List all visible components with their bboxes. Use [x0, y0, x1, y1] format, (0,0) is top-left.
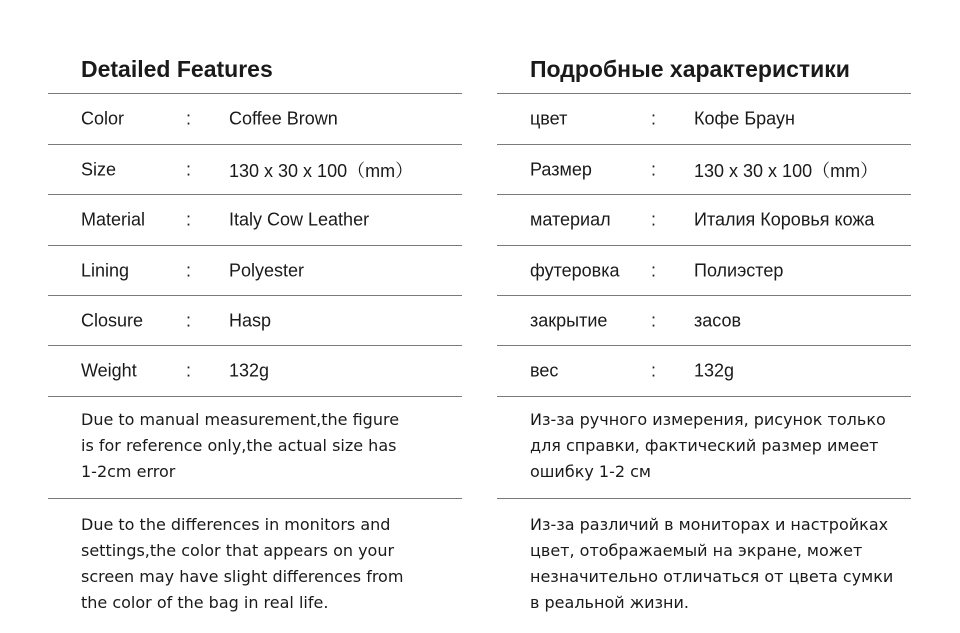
color-note: Due to the differences in monitors and settings,the color that appears on your screen may have slight differences from the color of the bag in real life.	[81, 515, 404, 612]
feature-label: закрытие	[530, 310, 608, 331]
feature-row-weight	[497, 346, 911, 396]
feature-separator: :	[186, 209, 192, 230]
feature-label: Lining	[81, 260, 130, 281]
feature-separator: :	[651, 360, 657, 381]
divider	[48, 498, 462, 499]
feature-label: материал	[530, 209, 611, 230]
feature-row-lining	[497, 246, 911, 296]
divider	[497, 396, 911, 397]
feature-label: цвет	[530, 108, 568, 129]
color-note: Из-за различий в мониторах и настройках цвет, отображаемый на экране, может незначительно отличаться от цвета сумки в реальной жизни.	[530, 515, 894, 612]
feature-value: 130 x 30 x 100（mm）	[229, 161, 414, 181]
feature-label: Weight	[81, 360, 137, 381]
feature-label: Closure	[81, 310, 144, 331]
feature-separator: :	[651, 310, 657, 331]
feature-row-size	[497, 145, 911, 195]
measurement-note: Due to manual measurement,the figure is for reference only,the actual size has 1-2cm error	[81, 410, 400, 481]
feature-separator: :	[651, 159, 657, 180]
feature-value: Hasp	[229, 310, 272, 331]
feature-row-size	[48, 145, 462, 195]
feature-value: Полиэстер	[694, 260, 784, 281]
feature-separator: :	[651, 260, 657, 281]
russian-title: Подробные характеристики	[530, 56, 850, 82]
feature-row-closure	[497, 296, 911, 346]
feature-label: Material	[81, 209, 146, 230]
divider	[497, 498, 911, 499]
feature-value: 132g	[229, 360, 270, 381]
feature-row-material	[497, 195, 911, 245]
feature-row-color	[48, 94, 462, 144]
feature-separator: :	[186, 260, 192, 281]
feature-separator: :	[186, 360, 192, 381]
feature-separator: :	[186, 159, 192, 180]
feature-label: Размер	[530, 159, 592, 180]
feature-value: Кофе Браун	[694, 108, 795, 129]
feature-row-closure	[48, 296, 462, 346]
feature-row-color	[497, 94, 911, 144]
feature-value: 130 x 30 x 100（mm）	[694, 161, 879, 181]
feature-value: Polyester	[229, 260, 305, 281]
feature-row-weight	[48, 346, 462, 396]
feature-label: вес	[530, 360, 559, 381]
feature-value: Coffee Brown	[229, 108, 338, 129]
feature-label: футеровка	[530, 260, 620, 281]
measurement-note: Из-за ручного измерения, рисунок только для справки, фактический размер имеет ошибку 1-2 см	[530, 410, 886, 481]
feature-label: Color	[81, 108, 125, 129]
feature-value: 132g	[694, 360, 735, 381]
feature-value: Italy Cow Leather	[229, 209, 370, 230]
feature-row-material	[48, 195, 462, 245]
feature-value: засов	[694, 310, 742, 331]
divider	[48, 396, 462, 397]
feature-separator: :	[186, 108, 192, 129]
english-title: Detailed Features	[81, 56, 273, 82]
feature-label: Size	[81, 159, 117, 180]
feature-separator: :	[651, 108, 657, 129]
feature-separator: :	[651, 209, 657, 230]
feature-separator: :	[186, 310, 192, 331]
feature-value: Италия Коровья кожа	[694, 209, 875, 230]
feature-row-lining	[48, 246, 462, 296]
